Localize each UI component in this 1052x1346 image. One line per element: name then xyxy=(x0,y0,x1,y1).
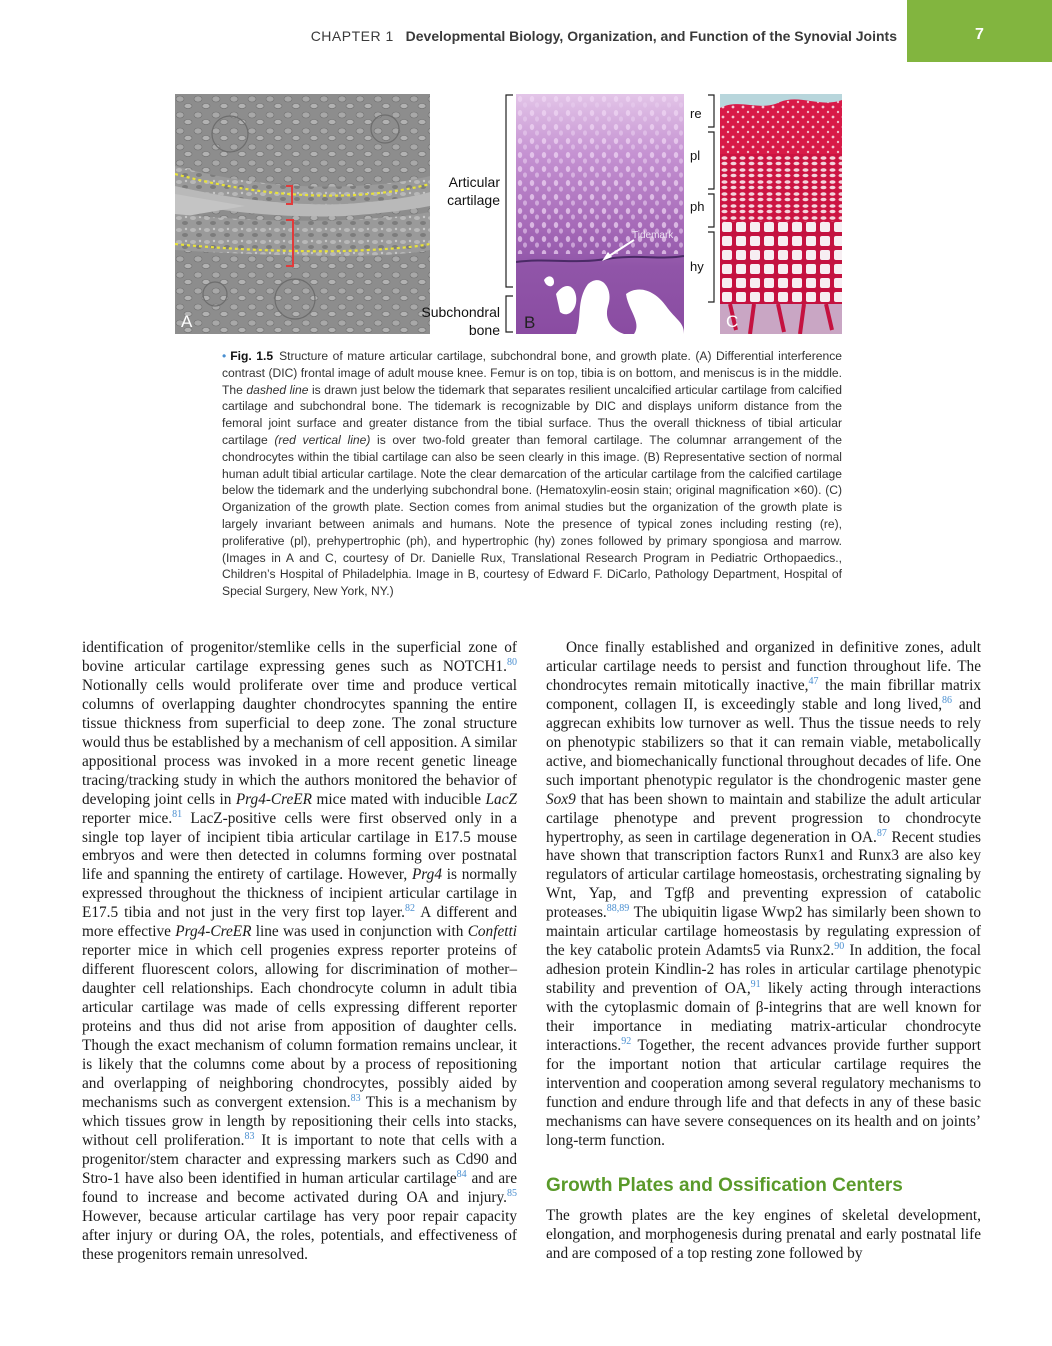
body-column-right xyxy=(546,639,981,1264)
figure-panel-c-image xyxy=(720,94,842,334)
citation[interactable]: 85 xyxy=(507,1187,517,1199)
citation[interactable]: 90 xyxy=(834,941,845,953)
citation[interactable]: 83 xyxy=(350,1092,361,1104)
citation[interactable]: 80 xyxy=(507,656,517,668)
citation[interactable]: 82 xyxy=(405,903,416,915)
citation[interactable]: 83 xyxy=(244,1130,255,1142)
panel-c-letter: C xyxy=(726,312,739,331)
zone-label-hy: hy xyxy=(690,259,704,274)
citation[interactable]: 91 xyxy=(750,979,761,991)
page-number-tab xyxy=(907,0,1052,62)
citation[interactable]: 92 xyxy=(621,1035,632,1047)
zone-brackets xyxy=(706,94,718,306)
panel-b-letter: B xyxy=(524,313,536,332)
figure-caption: • Fig. 1.5 Structure of mature articular cartilage, subchondral bone, and growth plate. (A) Differential interference contrast (DIC) frontal image of adult mouse knee. Femur is on top, tibia is on bottom, and meniscus is in the middle. The dashed line is drawn just below the tidemark that separates resilient uncalcified articular cartilage from calcified cartilage and subchondral bone. The tidemark is recognizable by DIC and displays uniform distance from the femoral joint surface and greater distance from the tibial surface. Thus the overall thickness of tibial articular cartilage (red vertical line) is over two-fold greater than femoral cartilage. The columnar arrangement of the chondrocytes within the tibial cartilage can also be seen clearly in this image. (B) Representative section of normal human adult tibial articular cartilage. Note the clear demarcation of the articular cartilage from the calcified cartilage below the tidemark and the underlying subchondral bone. (Hematoxylin-eosin stain; original magnification ×60). (C) Organization of the growth plate. Section comes from animal studies but the organization of the growth plate is largely invariant between animals and humans. Note the presence of typical zones including resting (re), proliferative (pl), prehypertrophic (ph), and hypertrophic (hy) zones followed by primary spongiosa and marrow. (Images in A and C, courtesy of Dr. Danielle Rux, Translational Research Program in Pediatric Orthopaedics., Children’s Hospital of Philadelphia. Image in B, courtesy of Edward F. DiCarlo, Pathology Department, Hospital of Special Surgery, New York, NY.) xyxy=(222,349,843,599)
body-column-left xyxy=(82,639,517,1264)
citation[interactable]: 81 xyxy=(172,808,183,820)
running-header xyxy=(311,28,897,44)
cartilage-bone-brackets xyxy=(503,94,515,334)
section-heading: Growth Plates and Ossification Centers xyxy=(546,1174,903,1196)
articular-cartilage-label: Articular cartilage xyxy=(447,174,500,208)
citation[interactable]: 86 xyxy=(942,694,953,706)
panel-a-letter: A xyxy=(181,312,193,331)
citation[interactable]: 88,89 xyxy=(606,903,630,915)
zone-label-re: re xyxy=(690,106,702,121)
page-number: 7 xyxy=(975,26,984,43)
zone-label-pl: pl xyxy=(690,148,701,163)
tidemark-label: Tidemark xyxy=(632,230,674,241)
chapter-title: Developmental Biology, Organization, and Function of the Synovial Joints xyxy=(405,28,897,44)
chapter-label: CHAPTER 1 xyxy=(310,28,394,44)
zone-label-ph: ph xyxy=(690,199,705,214)
subchondral-bone-label: Subchondral bone xyxy=(421,304,500,338)
paragraph: The growth plates are the key engines of skeletal development, elongation, and morphogenesis during prenatal and early postnatal life and are composed of a top resting zone followed by xyxy=(546,1206,981,1262)
citation[interactable]: 84 xyxy=(456,1168,467,1180)
citation[interactable]: 47 xyxy=(808,675,819,687)
figure-number: Fig. 1.5 xyxy=(230,349,274,363)
figure-panel-a-image xyxy=(175,94,430,334)
paragraph: identification of progenitor/stemlike cells in the superficial zone of bovine articular cartilage expressing genes such as NOTCH1.80 Notionally cells would proliferate over time and produce vertical columns of overlapping daughter chondrocytes spanning the entire tissue thickness from superficial to deep zone. The zonal structure would thus be established by a mechanism of cell apposition. A similar appositional process was invoked in a more recent genetic lineage tracing/tracking study in which the authors monitored the behavior of developing joint cells in Prg4-CreER mice mated with inducible LacZ reporter mice.$^{81}$ LacZ-positive cells were first observed only in a single top layer of incipient tibia articular cartilage in E17.5 mouse embryos and were then detected in columns forming over postnatal life and spanning the entirety of cartilage. However, Prg4 is normally expressed throughout the thickness of incipient articular cartilage in E17.5 tibia and not just in the very first top layer.$^{82}$ A different and more effective Prg4-CreER line was used in conjunction with Confetti reporter mice in which cell progenies express reporter proteins of different fluorescent colors, allowing for discrimination of mother–daughter cell relationships. Each chondrocyte column in adult tibia articular cartilage was made of cells expressing different reporter proteins and thus did not arise from apposition of daughter cells. Though the exact mechanism of column formation remains unclear, it is likely that the columns come about by a process of repositioning and overlapping of neighboring chondrocytes, possibly aided by mechanisms such as convergent extension.$^{83}$ This is a mechanism by which tissues grow in length by repositioning their cells into stacks, without cell proliferation.$^{83}$ It is important to note that cells with a progenitor/stem character and expressing markers such as Cd90 and Stro-1 have also been identified in human articular cartilage$^{84}$ and are found to increase and become activated during OA and injury.$^{85}$ However, because articular cartilage has very poor repair capacity after injury or during OA, the roles, potentials, and effectiveness of these progenitors remain unresolved. xyxy=(82,639,518,1263)
figure-panel-b-image xyxy=(516,94,684,334)
paragraph: Once finally established and organized in definitive zones, adult articular cartilage needs to persist and function throughout life. The chondrocytes remain mitotically inactive,$^{47}$ the main fibrillar matrix component, collagen II, is exceedingly stable and long lived,$^{86}$ and aggrecan exhibits low turnover as well. Thus the tissue needs to rely on phenotypic stabilizers so that it can remain viable, metabolically active, and biomechanically functional throughout decades of life. One such important phenotypic regulator is the chondrogenic master gene Sox9 that has been shown to maintain and stabilize the adult articular cartilage phenotype and prevent progression to chondrocyte hypertrophy, as seen in cartilage degeneration in OA.$^{87}$ Recent studies have shown that transcription factors Runx1 and Runx3 are also key regulators of articular cartilage homeostasis, orchestrating signaling by Wnt, Yap, and Tgfβ and preventing expression of catabolic proteases.$^{88,89}$ The ubiquitin ligase Wwp2 has similarly been shown to maintain articular cartilage homeostasis by regulating expression of the key catabolic protein Adamts5 via Runx2.90 In addition, the focal adhesion protein Kindlin-2 has roles in articular cartilage phenotypic stability and prevention of OA,$^{91}$ likely acting through interactions with the cytoplasmic domain of β-integrins that are well known for their importance in mediating matrix-articular chondrocyte interactions.$^{92}$ Together, the recent advances provide further support for the important notion that articular cartilage requires the intervention and cooperation among several regulatory mechanisms to function and endure through life and that defects in any of these basic mechanisms can have severe consequences on its health and on joints’ long-term function. xyxy=(546,639,982,1149)
citation[interactable]: 87 xyxy=(876,827,887,839)
caption-bullet-icon: • xyxy=(222,349,227,363)
